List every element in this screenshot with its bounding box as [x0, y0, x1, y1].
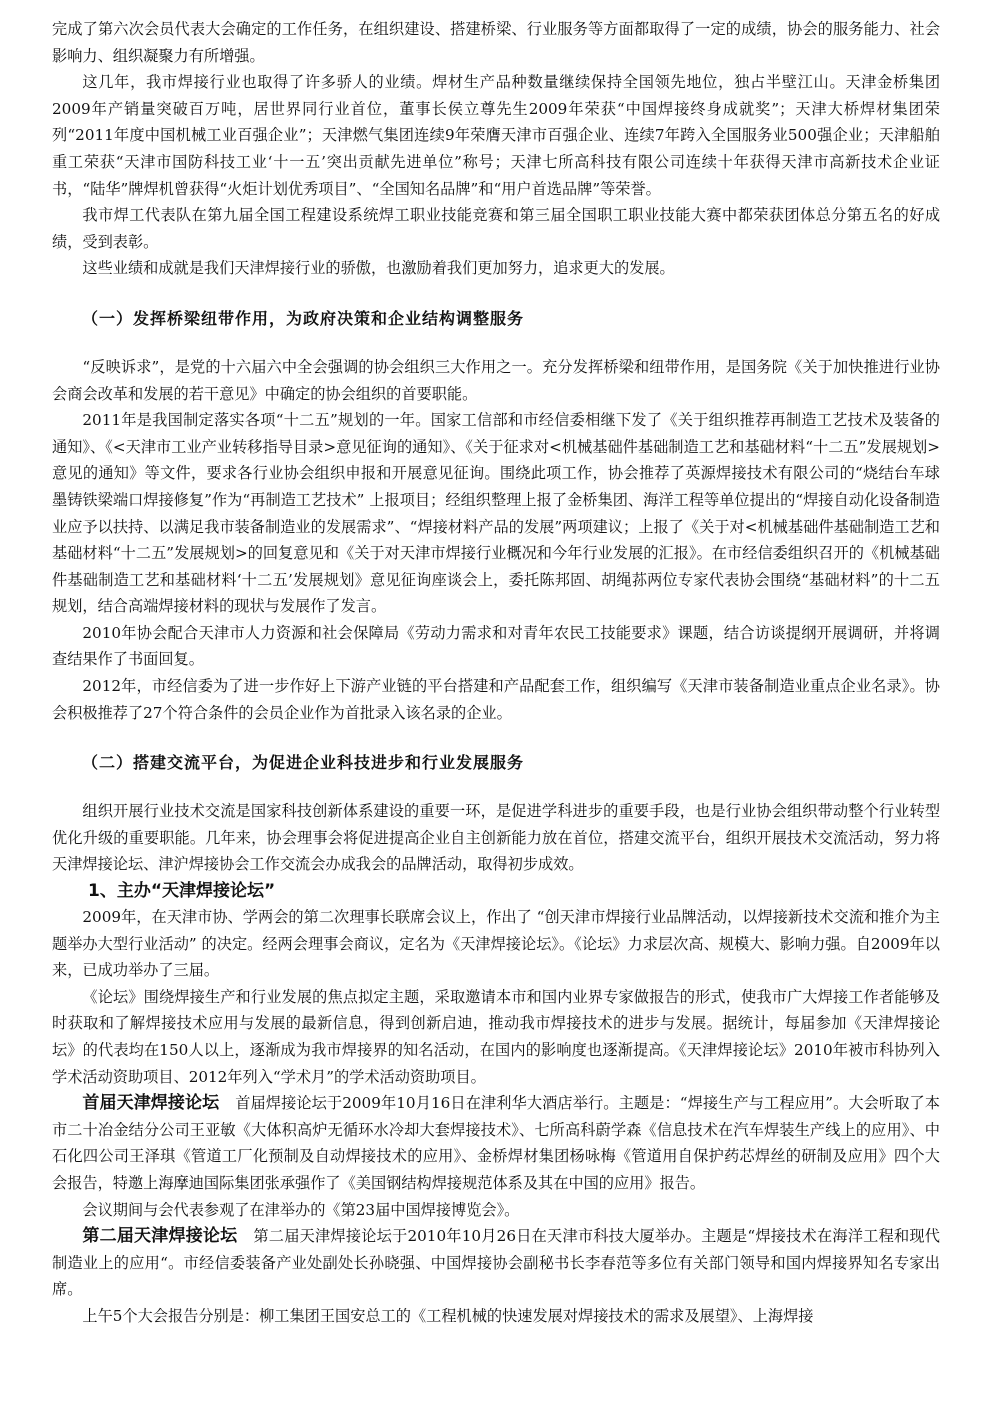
- paragraph-forum1-visit: 会议期间与会代表参观了在津举办的《第23届中国焊接博览会》。: [82, 1200, 520, 1219]
- forum1-text: 首届焊接论坛于2009年10月16日在津利华大酒店举行。主题是：“焊接生产与工程应用”。大会听取了本市二十冶金结分公司王亚敏《大体积高炉无循环水冷却大套焊接技术》、七所高科蔚学森《信息技术在汽车焊装生产线上的应用》、中石化四公司王泽琪《管道工厂化预制及自动焊接技术的应用》、金桥焊材集团杨咏梅《管道用自保护药芯焊丝的研制及应用》四个大会报告，特邀上海摩迪国际集团张承强作了《美国钢结构焊接规范体系及其在中国的应用》报告。: [52, 1094, 940, 1192]
- paragraph-continuation: 完成了第六次会员代表大会确定的工作任务，在组织建设、搭建桥梁、行业服务等方面都取得了一定的成绩，协会的服务能力、社会影响力、组织凝聚力有所增强。: [52, 20, 940, 65]
- paragraph-welder-team: 我市焊工代表队在第九届全国工程建设系统焊工职业技能竞赛和第三届全国职工职业技能大赛中都荣获团体总分第五名的好成绩，受到表彰。: [52, 206, 940, 251]
- paragraph-section1-intro: “反映诉求”，是党的十六届六中全会强调的协会组织三大作用之一。充分发挥桥梁和纽带作用，是国务院《关于加快推进行业协会商会改革和发展的若干意见》中确定的协会组织的首要职能。: [52, 357, 940, 403]
- paragraph-section1-2011: 2011年是我国制定落实各项“十二五”规划的一年。国家工信部和市经信委相继下发了《关于组织推荐再制造工艺技术及装备的通知》、《<天津市工业产业转移指导目录>意见征询的通知》、《关于征求对<机械基础件基础制造工艺和基础材料“十二五”发展规划>意见的通知》等文件，要求各行业协会组织申报和开展意见征询。围绕此项工作，协会推荐了英源焊接技术有限公司的“烧结台车球墨铸铁梁端口焊接修复”作为“再制造工艺技术” 上报项目；经组织整理上报了金桥集团、海洋工程等单位提出的“焊接自动化设备制造业应予以扶持、以满足我市装备制造业的发展需求”、“焊接材料产品的发展”两项建议；上报了《关于对<机械基础件基础制造工艺和基础材料“十二五”发展规划>的回复意见和《关于对天津市焊接行业概况和今年行业发展的汇报》。在市经信委组织召开的《机械基础件基础制造工艺和基础材料‘十二五’发展规划》意见征询座谈会上，委托陈邦固、胡绳荪两位专家代表协会围绕“基础材料”的十二五规划，结合高端焊接材料的现状与发展作了发言。: [52, 411, 940, 616]
- paragraph-section1-2010: 2010年协会配合天津市人力资源和社会保障局《劳动力需求和对青年农民工技能要求》课题，结合访谈提纲开展调研，并将调查结果作了书面回复。: [52, 623, 940, 669]
- paragraph-industry-achievements: 这几年，我市焊接行业也取得了许多骄人的业绩。焊材生产品种数量继续保持全国领先地位，独占半壁江山。天津金桥集团2009年产销量突破百万吨，居世界同行业首位，董事长侯立尊先生2009年荣获“中国焊接终身成就奖”；天津大桥焊材集团荣列“2011年度中国机械工业百强企业”；天津燃气集团连续9年荣膺天津市百强企业、连续7年跨入全国服务业500强企业；天津船舶重工荣获“天津市国防科技工业‘十一五’突出贡献先进单位”称号；天津七所高科技有限公司连续十年获得天津市高新技术企业证书，“陆华”牌焊机曾获得“火炬计划优秀项目”、“全国知名品牌”和“用户首选品牌”等荣誉。: [52, 73, 940, 198]
- paragraph-forum-second: [52, 1223, 940, 1303]
- paragraph-forum-first: [52, 1090, 940, 1196]
- paragraph-section1-2012: 2012年，市经信委为了进一步作好上下游产业链的平台搭建和产品配套工作，组织编写《天津市装备制造业重点企业名录》。协会积极推荐了27个符合条件的会员企业作为首批录入该名录的企业。: [52, 677, 940, 722]
- forum2-title: 第二届天津焊接论坛: [82, 1226, 238, 1247]
- paragraph-forum2-reports: 上午5个大会报告分别是：柳工集团王国安总工的《工程机械的快速发展对焊接技术的需求及展望》、上海焊接: [82, 1306, 814, 1325]
- section-heading-1: （一）发挥桥梁纽带作用，为政府决策和企业结构调整服务: [82, 308, 525, 328]
- paragraph-forum-topics: 《论坛》围绕焊接生产和行业发展的焦点拟定主题，采取邀请本市和国内业界专家做报告的形式，使我市广大焊接工作者能够及时获取和了解焊接技术应用与发展的最新信息，得到创新启迪，推动我市焊接技术的进步与发展。据统计，每届参加《天津焊接论坛》的代表均在150人以上，逐渐成为我市焊接界的知名活动，在国内的影响度也逐渐提高。《天津焊接论坛》2010年被市科协列入学术活动资助项目、2012年列入“学术月”的学术活动资助项目。: [52, 987, 940, 1086]
- section-heading-2: （二）搭建交流平台，为促进企业科技进步和行业发展服务: [82, 753, 525, 773]
- paragraph-forum-origin: 2009年，在天津市协、学两会的第二次理事长联席会议上，作出了 “创天津市焊接行业品牌活动，以焊接新技术交流和推介为主题举办大型行业活动” 的决定。经两会理事会商议，定名为《天津焊接论坛》。《论坛》力求层次高、规模大、影响力强。自2009年以来，已成功举办了三届。: [52, 908, 940, 980]
- subsection-heading-forum: 1、主办“天津焊接论坛”: [88, 881, 276, 902]
- forum1-title: 首届天津焊接论坛: [82, 1093, 220, 1114]
- forum2-text: 第二届天津焊接论坛于2010年10月26日在天津市科技大厦举办。主题是“焊接技术在海洋工程和现代制造业上的应用“。市经信委装备产业处副处长孙晓强、中国焊接协会副秘书长李春范等多位有关部门领导和国内焊接界知名专家出席。: [52, 1227, 940, 1299]
- paragraph-section2-intro: 组织开展行业技术交流是国家科技创新体系建设的重要一环，是促进学科进步的重要手段，也是行业协会组织带动整个行业转型优化升级的重要职能。几年来，协会理事会将促进提高企业自主创新能力放在首位，搭建交流平台，组织开展技术交流活动，努力将天津焊接论坛、津沪焊接协会工作交流会办成我会的品牌活动，取得初步成效。: [52, 802, 940, 874]
- paragraph-pride: 这些业绩和成就是我们天津焊接行业的骄傲，也激励着我们更加努力，追求更大的发展。: [82, 259, 675, 278]
